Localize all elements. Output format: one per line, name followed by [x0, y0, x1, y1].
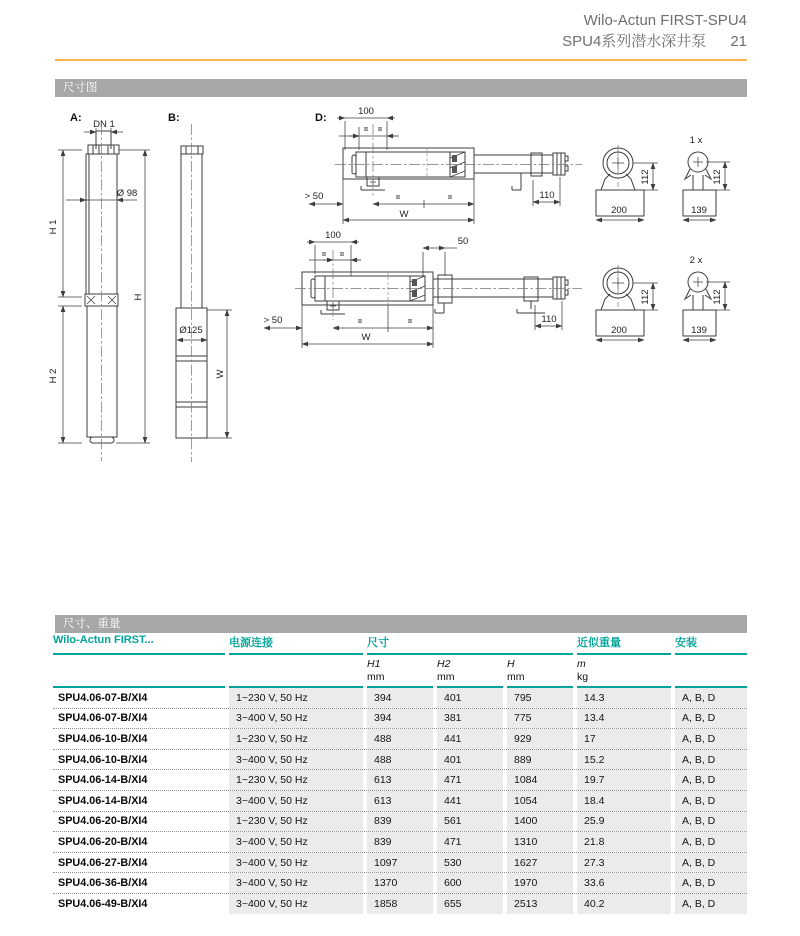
- table-row: [53, 790, 747, 811]
- table-row: [53, 688, 747, 708]
- model-cell: SPU4.06-27-B/XI4: [53, 853, 225, 873]
- h1-cell: 613: [367, 770, 433, 790]
- h1-cell: 394: [367, 709, 433, 729]
- subheader-empty: [675, 655, 747, 688]
- h1-cell: 1097: [367, 853, 433, 873]
- equal-mark: =: [395, 193, 401, 202]
- model-cell: SPU4.06-20-B/XI4: [53, 812, 225, 832]
- drawing-d-label: D:: [315, 112, 327, 124]
- h-cell: 1627: [507, 853, 573, 873]
- h-cell: 1084: [507, 770, 573, 790]
- dim-112-label: 112: [712, 169, 723, 185]
- equal-mark: =: [447, 193, 453, 202]
- equal-mark: =: [377, 125, 383, 134]
- power-cell: 3~400 V, 50 Hz: [229, 832, 363, 852]
- power-cell: 3~400 V, 50 Hz: [229, 894, 363, 914]
- h-cell: 1970: [507, 873, 573, 893]
- install-cell: A, B, D: [675, 894, 747, 914]
- dim-w-label: W: [399, 209, 409, 220]
- dim-112-label: 112: [640, 169, 651, 185]
- dim-dia125-label: Ø125: [179, 325, 203, 336]
- subheader-empty: [53, 655, 225, 688]
- subheader-m-unit: kg: [577, 671, 589, 683]
- subheader-h-unit: mm: [507, 671, 525, 683]
- table-row: [53, 728, 747, 749]
- equal-mark: =: [321, 250, 327, 259]
- dim-112-label: 112: [640, 289, 651, 305]
- h1-cell: 1370: [367, 873, 433, 893]
- h2-cell: 561: [437, 812, 503, 832]
- dim-50-label: 50: [457, 236, 469, 247]
- section-bar-dimensions-weights: 尺寸、重量: [55, 615, 747, 633]
- power-cell: 3~400 V, 50 Hz: [229, 709, 363, 729]
- dim-h2-label: H 2: [48, 368, 59, 384]
- subheader-h1-unit: mm: [367, 671, 385, 683]
- install-cell: A, B, D: [675, 853, 747, 873]
- drawing-d-row1: [305, 106, 730, 224]
- column-header-power: 电源连接: [229, 632, 363, 655]
- page-number: 21: [730, 33, 747, 50]
- subheader-h1: [367, 655, 433, 688]
- install-cell: A, B, D: [675, 812, 747, 832]
- m-cell: 21.8: [577, 832, 671, 852]
- subheader-h2: [437, 655, 503, 688]
- dim-dia98-label: Ø 98: [116, 188, 138, 199]
- subheader-m: [577, 655, 671, 688]
- dim-139-label: 139: [691, 205, 707, 216]
- m-cell: 17: [577, 729, 671, 749]
- subheader-h1-var: H1: [367, 658, 381, 670]
- h2-cell: 600: [437, 873, 503, 893]
- m-cell: 40.2: [577, 894, 671, 914]
- model-cell: SPU4.06-07-B/XI4: [53, 688, 225, 708]
- subheader-h2-var: H2: [437, 658, 451, 670]
- m-cell: 13.4: [577, 709, 671, 729]
- install-cell: A, B, D: [675, 873, 747, 893]
- equal-mark: =: [363, 125, 369, 134]
- h2-cell: 441: [437, 729, 503, 749]
- column-header-dimensions: 尺寸: [367, 632, 573, 655]
- install-cell: A, B, D: [675, 791, 747, 811]
- table-row: [53, 831, 747, 852]
- subheader-h: [507, 655, 573, 688]
- h-cell: 1310: [507, 832, 573, 852]
- subheader-m-var: m: [577, 658, 586, 670]
- table-subheader-row: [53, 655, 747, 688]
- h2-cell: 401: [437, 688, 503, 708]
- drawing-b-label: B:: [168, 112, 180, 124]
- h1-cell: 1858: [367, 894, 433, 914]
- h2-cell: 381: [437, 709, 503, 729]
- model-cell: SPU4.06-07-B/XI4: [53, 709, 225, 729]
- dim-100-label: 100: [325, 230, 341, 241]
- dim-110-label: 110: [541, 314, 557, 325]
- doc-subtitle: SPU4系列潜水深井泵: [562, 33, 707, 50]
- equal-mark: =: [407, 317, 413, 326]
- m-cell: 19.7: [577, 770, 671, 790]
- model-cell: SPU4.06-10-B/XI4: [53, 729, 225, 749]
- table-row: [53, 769, 747, 790]
- h-cell: 2513: [507, 894, 573, 914]
- h-cell: 1400: [507, 812, 573, 832]
- h2-cell: 401: [437, 750, 503, 770]
- power-cell: 3~400 V, 50 Hz: [229, 873, 363, 893]
- h-cell: 889: [507, 750, 573, 770]
- count-1x-label: 1 x: [689, 135, 703, 146]
- drawing-a: [48, 112, 150, 461]
- table-row: [53, 872, 747, 893]
- h2-cell: 471: [437, 770, 503, 790]
- dim-200-label: 200: [611, 325, 627, 336]
- install-cell: A, B, D: [675, 770, 747, 790]
- install-cell: A, B, D: [675, 709, 747, 729]
- dim-110-label: 110: [539, 190, 555, 201]
- h2-cell: 441: [437, 791, 503, 811]
- table-row: [53, 811, 747, 832]
- model-cell: SPU4.06-20-B/XI4: [53, 832, 225, 852]
- m-cell: 14.3: [577, 688, 671, 708]
- dim-h1-label: H 1: [48, 219, 59, 235]
- power-cell: 1~230 V, 50 Hz: [229, 770, 363, 790]
- table-header-row: [53, 632, 747, 655]
- h-cell: 795: [507, 688, 573, 708]
- drawing-b: [168, 112, 232, 462]
- model-cell: SPU4.06-10-B/XI4: [53, 750, 225, 770]
- power-cell: 1~230 V, 50 Hz: [229, 812, 363, 832]
- doc-title: Wilo-Actun FIRST-SPU4: [583, 12, 747, 29]
- h-cell: 1054: [507, 791, 573, 811]
- dim-200-label: 200: [611, 205, 627, 216]
- m-cell: 33.6: [577, 873, 671, 893]
- dim-100-label: 100: [358, 106, 374, 117]
- dim-w-label: W: [215, 369, 226, 379]
- drawing-a-label: A:: [70, 112, 82, 124]
- dim-dn1-label: DN 1: [93, 119, 115, 130]
- h1-cell: 488: [367, 750, 433, 770]
- dim-w-label: W: [361, 332, 371, 343]
- column-header-weight: 近似重量: [577, 632, 671, 655]
- dimensions-weights-table: [53, 632, 747, 914]
- power-cell: 3~400 V, 50 Hz: [229, 750, 363, 770]
- dim-gt50-label: > 50: [304, 191, 324, 202]
- dim-112-label: 112: [712, 289, 723, 305]
- subheader-h-var: H: [507, 658, 515, 670]
- column-header-model: Wilo-Actun FIRST...: [53, 632, 225, 655]
- power-cell: 3~400 V, 50 Hz: [229, 853, 363, 873]
- table-row: [53, 852, 747, 873]
- model-cell: SPU4.06-14-B/XI4: [53, 770, 225, 790]
- h1-cell: 488: [367, 729, 433, 749]
- m-cell: 27.3: [577, 853, 671, 873]
- table-row: [53, 749, 747, 770]
- h1-cell: 613: [367, 791, 433, 811]
- subheader-h2-unit: mm: [437, 671, 455, 683]
- count-2x-label: 2 x: [689, 255, 703, 266]
- equal-mark: =: [357, 317, 363, 326]
- table-row: [53, 893, 747, 914]
- column-header-install: 安装: [675, 632, 747, 655]
- dim-h-label: H: [133, 293, 144, 301]
- power-cell: 1~230 V, 50 Hz: [229, 688, 363, 708]
- m-cell: 25.9: [577, 812, 671, 832]
- h2-cell: 655: [437, 894, 503, 914]
- h-cell: 775: [507, 709, 573, 729]
- section-bar-dimension-drawing: 尺寸图: [55, 79, 747, 97]
- model-cell: SPU4.06-49-B/XI4: [53, 894, 225, 914]
- equal-mark: =: [339, 250, 345, 259]
- power-cell: 1~230 V, 50 Hz: [229, 729, 363, 749]
- install-cell: A, B, D: [675, 750, 747, 770]
- dim-139-label: 139: [691, 325, 707, 336]
- install-cell: A, B, D: [675, 729, 747, 749]
- model-cell: SPU4.06-14-B/XI4: [53, 791, 225, 811]
- h1-cell: 394: [367, 688, 433, 708]
- h-cell: 929: [507, 729, 573, 749]
- model-cell: SPU4.06-36-B/XI4: [53, 873, 225, 893]
- m-cell: 18.4: [577, 791, 671, 811]
- h1-cell: 839: [367, 812, 433, 832]
- drawing-d-row2: [264, 230, 730, 348]
- h1-cell: 839: [367, 832, 433, 852]
- table-row: [53, 708, 747, 729]
- install-cell: A, B, D: [675, 832, 747, 852]
- m-cell: 15.2: [577, 750, 671, 770]
- power-cell: 3~400 V, 50 Hz: [229, 791, 363, 811]
- dim-gt50-label: > 50: [263, 315, 283, 326]
- table-body: [53, 688, 747, 914]
- h2-cell: 471: [437, 832, 503, 852]
- h2-cell: 530: [437, 853, 503, 873]
- install-cell: A, B, D: [675, 688, 747, 708]
- subheader-empty: [229, 655, 363, 688]
